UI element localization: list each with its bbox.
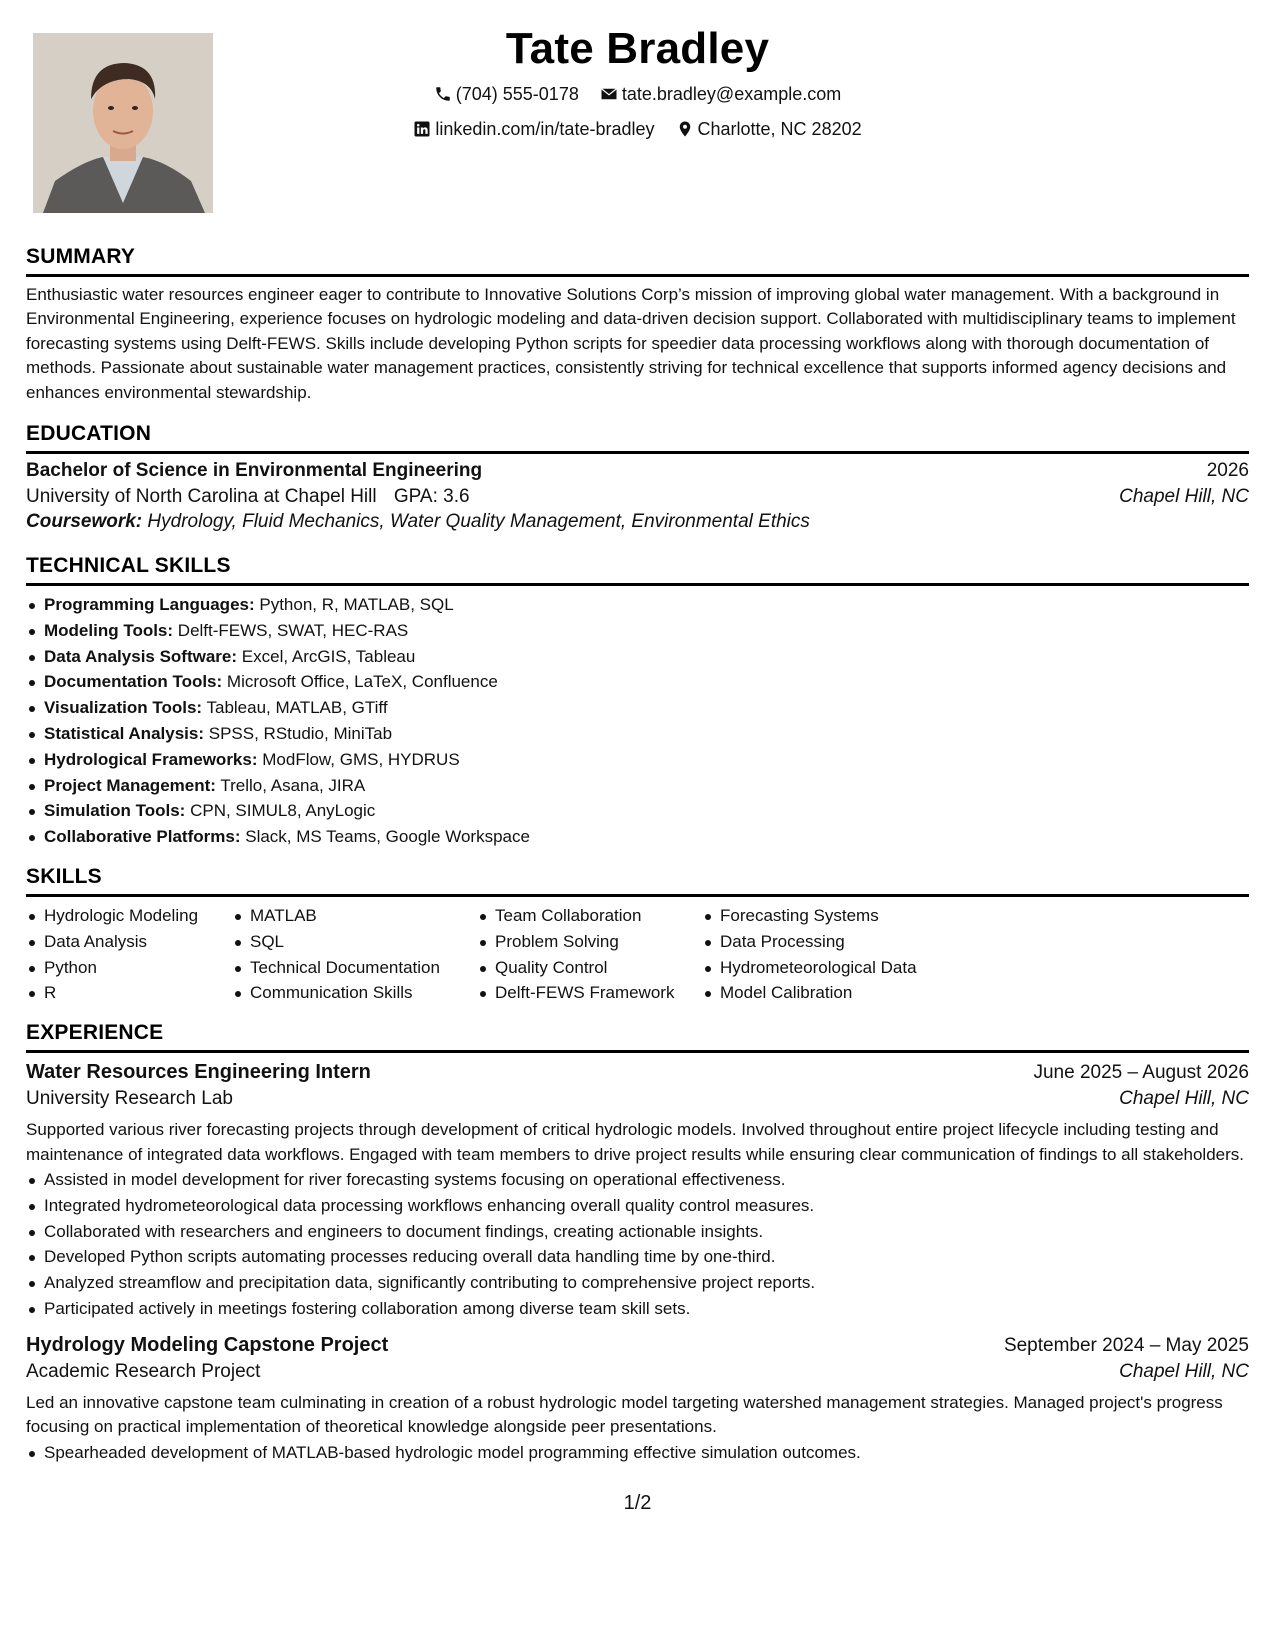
list-item: Analyzed streamflow and precipitation data, significantly contributing to comprehensive project reports.	[26, 1270, 1249, 1296]
phone-text: (704) 555-0178	[455, 84, 579, 104]
job-dates: June 2025 – August 2026	[1033, 1062, 1249, 1084]
experience-section	[26, 1020, 1249, 1465]
resume-content	[26, 244, 1249, 1475]
list-item: MATLAB	[232, 903, 477, 929]
skills-column	[232, 903, 477, 1006]
coursework-list: Hydrology, Fluid Mechanics, Water Quality Management, Environmental Ethics	[147, 511, 810, 533]
email-text[interactable]: tate.bradley@example.com	[621, 84, 842, 104]
skill-category-label: Modeling Tools:	[44, 620, 174, 640]
skill-category-label: Collaborative Platforms:	[44, 827, 241, 847]
skill-category-value: Excel, ArcGIS, Tableau	[241, 646, 416, 666]
contact-line-2	[0, 115, 1275, 146]
technical-skills-list	[26, 592, 1249, 850]
list-item: Team Collaboration	[477, 903, 702, 929]
skill-category-value: Trello, Asana, JIRA	[220, 775, 366, 795]
skill-category-value: Tableau, MATLAB, GTiff	[206, 698, 388, 718]
degree: Bachelor of Science in Environmental Engineering	[26, 460, 483, 482]
list-item: Assisted in model development for river forecasting systems focusing on operational effectiveness.	[26, 1167, 1249, 1193]
list-item	[26, 644, 1249, 670]
list-item: Hydrologic Modeling	[26, 903, 232, 929]
skill-category-value: Delft-FEWS, SWAT, HEC-RAS	[177, 620, 409, 640]
list-item	[26, 773, 1249, 799]
skills-columns	[26, 903, 1249, 1006]
phone-contact	[434, 80, 579, 108]
skill-category-value: Python, R, MATLAB, SQL	[259, 595, 454, 615]
education-row-2	[26, 486, 1249, 508]
experience-entry	[26, 1334, 1249, 1466]
list-item: Hydrometeorological Data	[702, 955, 942, 981]
section-heading: TECHNICAL SKILLS	[26, 553, 1249, 586]
list-item: Problem Solving	[477, 929, 702, 955]
skill-category-value: Microsoft Office, LaTeX, Confluence	[226, 672, 498, 692]
list-item: Delft-FEWS Framework	[477, 980, 702, 1006]
resume-header	[0, 22, 1275, 146]
list-item: Technical Documentation	[232, 955, 477, 981]
skills-column	[702, 903, 942, 1006]
section-heading: EXPERIENCE	[26, 1020, 1249, 1053]
list-item: Python	[26, 955, 232, 981]
experience-row-2	[26, 1361, 1249, 1383]
summary-text: Enthusiastic water resources engineer eager to contribute to Innovative Solutions Corp’s mission of improving global water management. With a background in Environmental Engineering, experience focuses on hydrologic modeling and data-driven decision support. Collaborated with multidisciplinary teams to implement forecasting systems using Delft-FEWS. Skills include developing Python scripts for speedier data processing workflows along with thorough documentation of methods. Passionate about sustainable water management practices, consistently striving for technical excellence that supports informed agency decisions and enhances environmental stewardship.	[26, 285, 1236, 402]
gpa: GPA: 3.6	[393, 486, 470, 508]
location-contact	[676, 115, 862, 143]
skill-category-value: ModFlow, GMS, HYDRUS	[262, 749, 460, 769]
experience-entry	[26, 1061, 1249, 1322]
list-item: Data Analysis	[26, 929, 232, 955]
envelope-icon	[600, 85, 618, 103]
skill-category-label: Data Analysis Software:	[44, 646, 238, 666]
experience-row-1	[26, 1061, 1249, 1084]
skill-category-label: Programming Languages:	[44, 595, 255, 615]
list-item	[26, 592, 1249, 618]
job-description: Supported various river forecasting projects through development of critical hydrologic models. Involved throughout entire project lifecycle including testing and maintenance of integrated data workflows. Engaged with team members to drive project results while ensuring clear communication of findings to all stakeholders.	[26, 1120, 1245, 1164]
summary-section	[26, 244, 1249, 405]
school-location: Chapel Hill, NC	[1119, 486, 1249, 508]
email-contact[interactable]	[600, 80, 841, 108]
job-title: Water Resources Engineering Intern	[26, 1061, 371, 1084]
list-item: Collaborated with researchers and engineers to document findings, creating actionable insights.	[26, 1219, 1249, 1245]
section-heading: EDUCATION	[26, 421, 1249, 454]
experience-list	[26, 1061, 1249, 1465]
technical-skills-section	[26, 553, 1249, 850]
list-item: Developed Python scripts automating processes reducing overall data handling time by one-third.	[26, 1244, 1249, 1270]
list-item	[26, 824, 1249, 850]
list-item	[26, 747, 1249, 773]
phone-icon	[434, 85, 452, 103]
skill-category-label: Documentation Tools:	[44, 672, 223, 692]
skill-category-label: Hydrological Frameworks:	[44, 749, 258, 769]
list-item: Forecasting Systems	[702, 903, 942, 929]
skill-category-value: CPN, SIMUL8, AnyLogic	[190, 801, 376, 821]
education-row-1	[26, 460, 1249, 482]
contact-line-1	[0, 80, 1275, 111]
list-item: Communication Skills	[232, 980, 477, 1006]
list-item	[26, 618, 1249, 644]
list-item: Integrated hydrometeorological data processing workflows enhancing overall quality control measures.	[26, 1193, 1249, 1219]
skills-column	[26, 903, 232, 1006]
list-item: Spearheaded development of MATLAB-based hydrologic model programming effective simulation outcomes.	[26, 1440, 1249, 1466]
list-item	[26, 721, 1249, 747]
skill-category-value: SPSS, RStudio, MiniTab	[208, 724, 393, 744]
coursework	[26, 511, 1249, 533]
location-text: Charlotte, NC 28202	[697, 119, 862, 139]
linkedin-text[interactable]: linkedin.com/in/tate-bradley	[435, 119, 655, 139]
page-number: 1/2	[623, 1492, 652, 1514]
job-organization: Academic Research Project	[26, 1360, 261, 1382]
graduation-year: 2026	[1206, 460, 1249, 482]
list-item: Model Calibration	[702, 980, 942, 1006]
linkedin-icon	[413, 120, 431, 138]
list-item: Data Processing	[702, 929, 942, 955]
education-section	[26, 421, 1249, 533]
job-bullets	[26, 1167, 1249, 1322]
list-item: SQL	[232, 929, 477, 955]
job-location: Chapel Hill, NC	[1119, 1360, 1249, 1382]
experience-row-1	[26, 1334, 1249, 1357]
job-title: Hydrology Modeling Capstone Project	[26, 1333, 389, 1356]
school-line	[26, 486, 470, 508]
skills-column	[477, 903, 702, 1006]
linkedin-contact[interactable]	[413, 115, 654, 143]
list-item	[26, 695, 1249, 721]
section-heading: SUMMARY	[26, 244, 1249, 277]
skill-category-value: Slack, MS Teams, Google Workspace	[245, 827, 530, 847]
job-bullets	[26, 1440, 1249, 1466]
skill-category-label: Simulation Tools:	[44, 801, 186, 821]
skill-category-label: Statistical Analysis:	[44, 724, 204, 744]
section-heading: SKILLS	[26, 864, 1249, 897]
job-description: Led an innovative capstone team culminating in creation of a robust hydrologic model targeting watershed management strategies. Managed project's progress focusing on practical implementation of theoretical knowledge alongside peer presentations.	[26, 1392, 1223, 1437]
job-location: Chapel Hill, NC	[1119, 1088, 1249, 1110]
skill-category-label: Project Management:	[44, 775, 216, 795]
list-item: R	[26, 980, 232, 1006]
map-pin-icon	[676, 120, 694, 138]
candidate-name: Tate Bradley	[505, 24, 770, 73]
school-name: University of North Carolina at Chapel Hill	[26, 486, 377, 508]
list-item: Quality Control	[477, 955, 702, 981]
list-item	[26, 798, 1249, 824]
skills-section	[26, 864, 1249, 1006]
job-dates: September 2024 – May 2025	[1003, 1334, 1249, 1356]
experience-row-2	[26, 1088, 1249, 1110]
list-item	[26, 669, 1249, 695]
job-organization: University Research Lab	[26, 1088, 233, 1110]
coursework-label: Coursework:	[26, 511, 143, 533]
skill-category-label: Visualization Tools:	[44, 698, 203, 718]
list-item: Participated actively in meetings fostering collaboration among diverse team skill sets.	[26, 1296, 1249, 1322]
